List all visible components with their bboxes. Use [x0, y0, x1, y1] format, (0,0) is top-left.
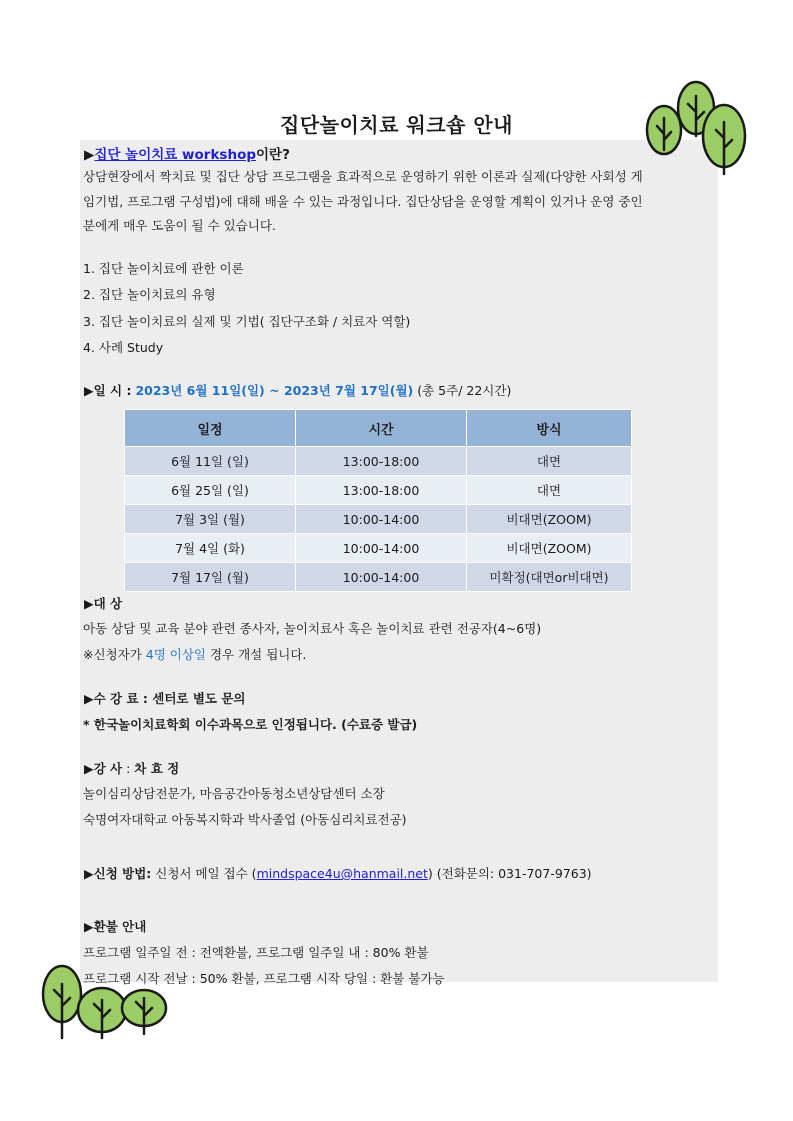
instructor-heading: [84, 759, 179, 777]
header-date: 일정: [125, 410, 296, 447]
table-header-row: [125, 410, 632, 447]
table-row: [125, 534, 632, 563]
cell-method: 미확정(대면or비대면): [467, 563, 632, 592]
cell-time: 10:00-14:00: [296, 505, 467, 534]
schedule-dates: 2023년 6월 11일(일) ~ 2023년 7월 17일(월): [135, 383, 414, 398]
table-row: [125, 563, 632, 592]
target-line-1: 아동 상담 및 교육 분야 관련 종사자, 놀이치료사 혹은 놀이치료 관련 전공자(4~6명): [83, 621, 542, 636]
apply-prefix: 신청서 메일 접수 (: [151, 866, 257, 881]
cell-method: 비대면(ZOOM): [467, 534, 632, 563]
cell-method: 비대면(ZOOM): [467, 505, 632, 534]
target-line-2-suffix: 경우 개설 됩니다.: [205, 647, 307, 662]
intro-heading-suffix: 이란?: [256, 147, 290, 163]
target-label: ▶대 상: [84, 596, 123, 611]
minimum-applicants: 4명 이상일: [145, 647, 206, 662]
trees-bottom-left-icon: [38, 958, 170, 1042]
curriculum-item-1: 1. 집단 놀이치료에 관한 이론: [83, 261, 244, 276]
trees-top-right-icon: [640, 78, 752, 180]
page-title: 집단놀이치료 워크숍 안내: [280, 113, 513, 137]
intro-line-1: 상담현장에서 짝치료 및 집단 상담 프로그램을 효과적으로 운영하기 위한 이론과 실제(다양한 사회성 게: [83, 169, 643, 184]
cell-date: 6월 25일 (일): [125, 476, 296, 505]
instructor-label: ▶강 사: [84, 761, 123, 776]
instructor-separator: :: [122, 761, 135, 776]
workshop-link[interactable]: 집단 놀이치료 workshop: [94, 147, 257, 163]
cell-date: 7월 3일 (월): [125, 505, 296, 534]
target-line-2: [83, 645, 306, 663]
schedule-line: [84, 381, 511, 399]
cell-date: 7월 17일 (월): [125, 563, 296, 592]
header-method: 방식: [467, 410, 632, 447]
refund-line-1: 프로그램 일주일 전 : 전액환불, 프로그램 일주일 내 : 80% 환불: [83, 945, 429, 960]
apply-line: [84, 864, 592, 882]
instructor-name: 차 효 정: [134, 761, 180, 776]
cell-date: 6월 11일 (일): [125, 447, 296, 476]
schedule-note: (총 5주/ 22시간): [417, 383, 512, 398]
refund-label: ▶환불 안내: [84, 919, 147, 934]
curriculum-item-2: 2. 집단 놀이치료의 유형: [83, 287, 216, 302]
fee-label: ▶수 강 료 : 센터로 별도 문의: [84, 691, 246, 706]
intro-heading: [84, 143, 290, 163]
table-row: [125, 447, 632, 476]
cell-time: 10:00-14:00: [296, 534, 467, 563]
instructor-line-2: 숙명여자대학교 아동복지학과 박사졸업 (아동심리치료전공): [83, 812, 407, 827]
table-row: [125, 505, 632, 534]
cell-date: 7월 4일 (화): [125, 534, 296, 563]
cell-time: 10:00-14:00: [296, 563, 467, 592]
schedule-table: [124, 409, 632, 592]
curriculum-item-4: 4. 사례 Study: [83, 340, 164, 355]
table-row: [125, 476, 632, 505]
schedule-label: ▶일 시 :: [84, 383, 132, 398]
target-line-2-prefix: ※신청자가: [83, 647, 146, 662]
refund-line-2: 프로그램 시작 전날 : 50% 환불, 프로그램 시작 당일 : 환불 불가능: [83, 971, 445, 986]
cell-method: 대면: [467, 476, 632, 505]
email-link[interactable]: mindspace4u@hanmail.net: [256, 866, 428, 881]
cell-method: 대면: [467, 447, 632, 476]
curriculum-item-3: 3. 집단 놀이치료의 실제 및 기법( 집단구조화 / 치료자 역할): [83, 314, 411, 329]
cell-time: 13:00-18:00: [296, 476, 467, 505]
fee-note: * 한국놀이치료학회 이수과목으로 인정됩니다. (수료증 발급): [83, 717, 418, 732]
apply-suffix: ) (전화문의: 031-707-9763): [427, 866, 592, 881]
intro-line-2: 임기법, 프로그램 구성법)에 대해 배울 수 있는 과정입니다. 집단상담을 운영할 계획이 있거나 운영 중인: [83, 194, 643, 209]
instructor-line-1: 놀이심리상담전문가, 마음공간아동청소년상담센터 소장: [83, 786, 385, 801]
apply-label: ▶신청 방법:: [84, 866, 152, 881]
cell-time: 13:00-18:00: [296, 447, 467, 476]
marker: ▶: [84, 147, 95, 163]
header-time: 시간: [296, 410, 467, 447]
intro-line-3: 분에게 매우 도움이 될 수 있습니다.: [83, 218, 276, 233]
